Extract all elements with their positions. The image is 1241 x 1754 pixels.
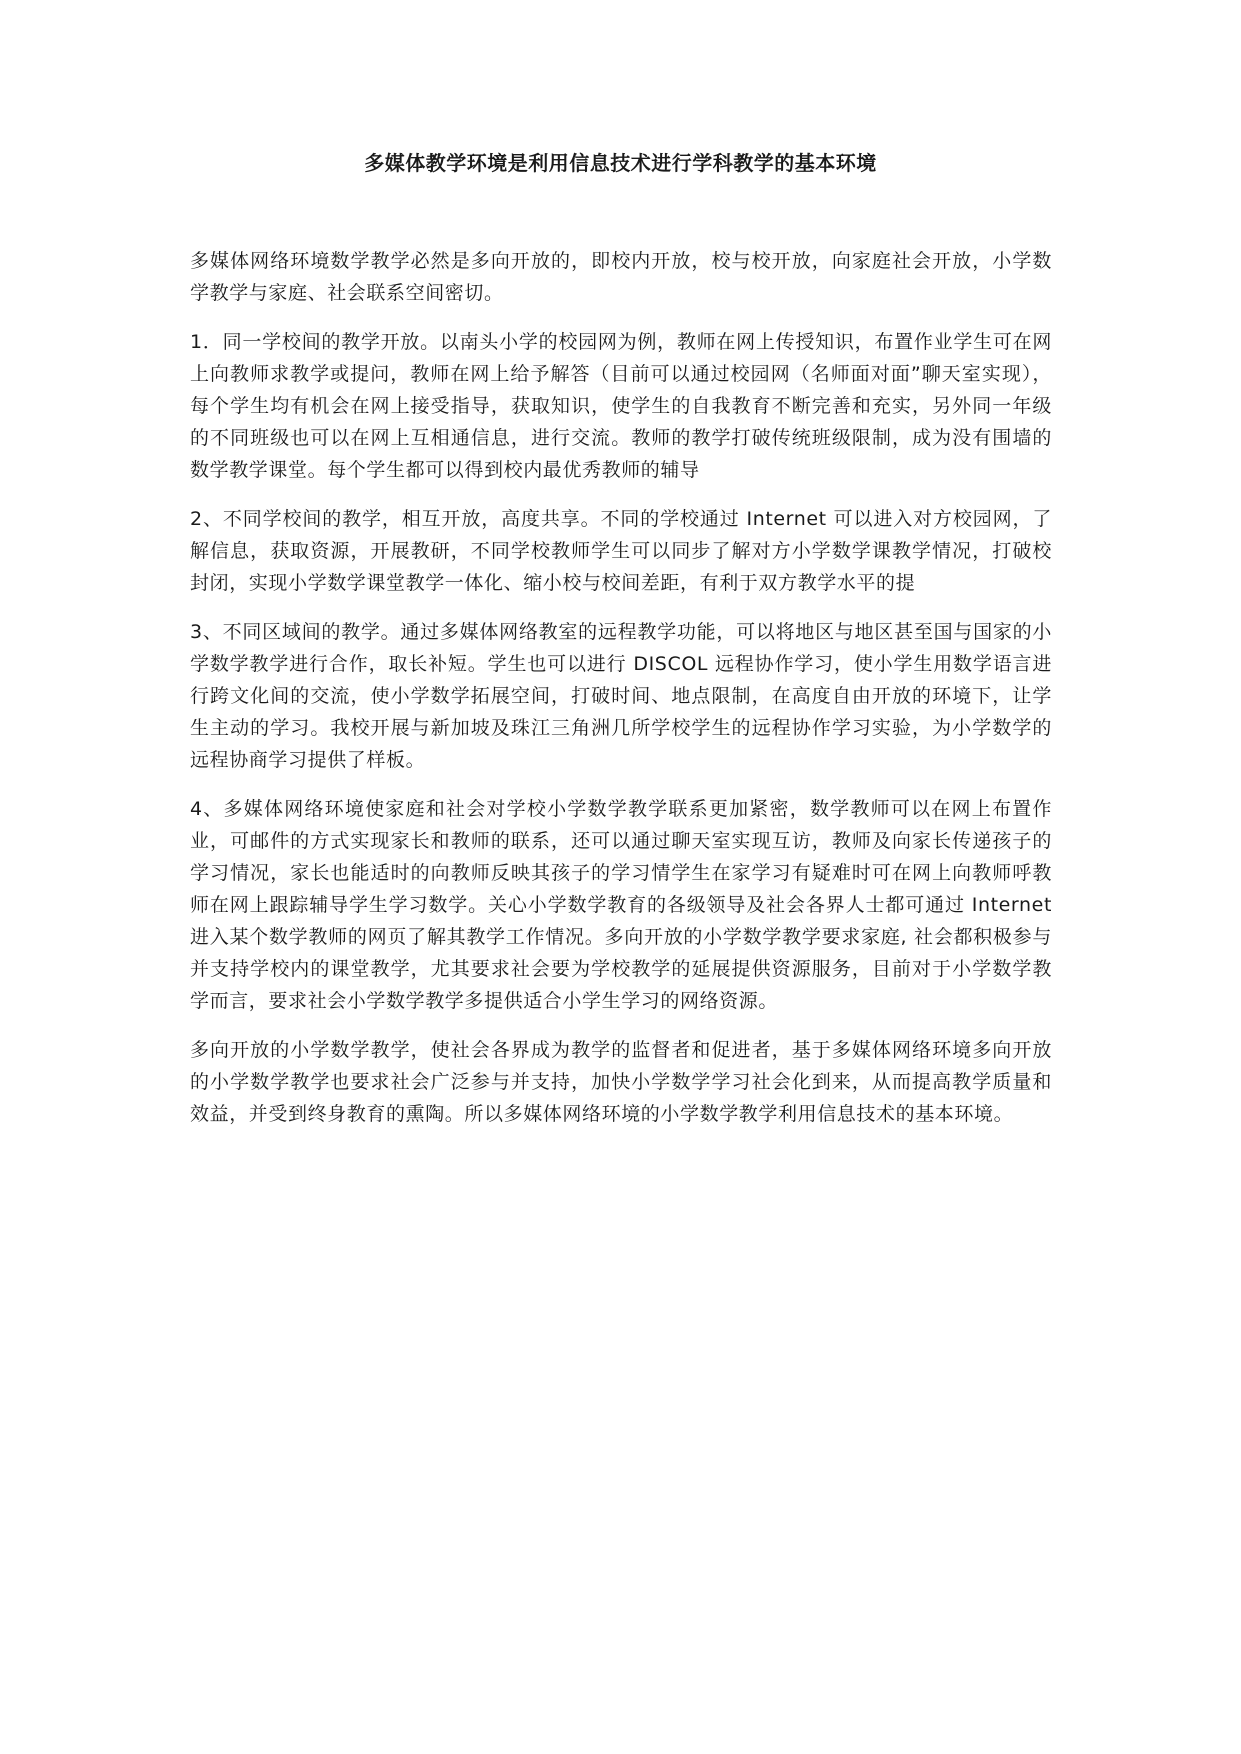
paragraph-intro: 多媒体网络环境数学教学必然是多向开放的，即校内开放，校与校开放，向家庭社会开放，小学数学教学与家庭、社会联系空间密切。 <box>190 250 1052 304</box>
document-body <box>190 245 1052 1147</box>
paragraph-point-1: 1．同一学校间的教学开放。以南头小学的校园网为例，教师在网上传授知识，布置作业学生可在网上向教师求教学或提问，教师在网上给予解答（目前可以通过校园网（名师面对面”聊天室实现），每个学生均有机会在网上接受指导，获取知识，使学生的自我教育不断完善和充实，另外同一年级的不同班级也可以在网上互相通信息，进行交流。教师的教学打破传统班级限制，成为没有围墙的数学教学课堂。每个学生都可以得到校内最优秀教师的辅导 <box>190 331 1052 481</box>
paragraph-point-4: 4、多媒体网络环境使家庭和社会对学校小学数学教学联系更加紧密，数学教师可以在网上布置作业，可邮件的方式实现家长和教师的联系，还可以通过聊天室实现互访，教师及向家长传递孩子的学习情况，家长也能适时的向教师反映其孩子的学习情学生在家学习有疑难时可在网上向教师呼教师在网上跟踪辅导学生学习数学。关心小学数学教育的各级领导及社会各界人士都可通过 Internet 进入某个数学教师的网页了解其教学工作情况。多向开放的小学数学教学要求家庭, 社会都积极参与并支持学校内的课堂教学，尤其要求社会要为学校教学的延展提供资源服务，目前对于小学数学教学而言，要求社会小学数学教学多提供适合小学生学习的网络资源。 <box>190 798 1052 1012</box>
paragraph-conclusion: 多向开放的小学数学教学，使社会各界成为教学的监督者和促进者，基于多媒体网络环境多向开放的小学数学教学也要求社会广泛参与并支持，加快小学数学学习社会化到来，从而提高教学质量和效益，并受到终身教育的熏陶。所以多媒体网络环境的小学数学教学利用信息技术的基本环境。 <box>190 1039 1052 1125</box>
document-title: 多媒体教学环境是利用信息技术进行学科教学的基本环境 <box>364 151 877 175</box>
paragraph-point-2: 2、不同学校间的教学，相互开放，高度共享。不同的学校通过 Internet 可以进入对方校园网，了解信息，获取资源，开展教研，不同学校教师学生可以同步了解对方小学数学课教学情况，打破校封闭，实现小学数学课堂教学一体化、缩小校与校间差距，有利于双方教学水平的提 <box>190 508 1052 594</box>
paragraph-point-3: 3、不同区域间的教学。通过多媒体网络教室的远程教学功能，可以将地区与地区甚至国与国家的小学数学教学进行合作，取长补短。学生也可以进行 DISCOL 远程协作学习，使小学生用数学语言进行跨文化间的交流，使小学数学拓展空间，打破时间、地点限制，在高度自由开放的环境下，让学生主动的学习。我校开展与新加坡及珠江三角洲几所学校学生的远程协作学习实验，为小学数学的远程协商学习提供了样板。 <box>190 621 1052 771</box>
